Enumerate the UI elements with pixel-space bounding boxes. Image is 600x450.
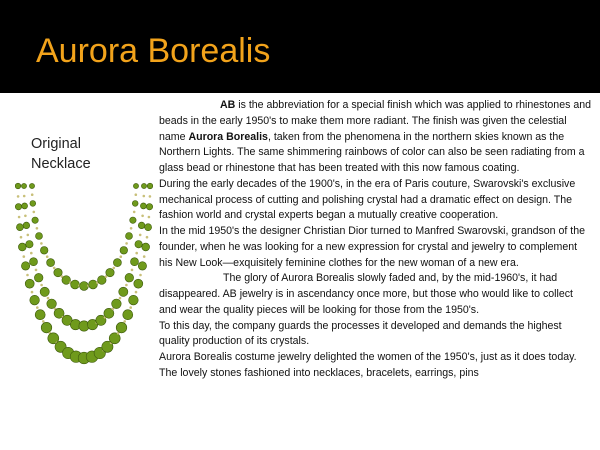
bead [18,243,26,251]
bead [109,333,120,344]
bead [106,268,114,276]
spacer-bead [26,274,29,277]
bead [32,217,38,223]
spacer-bead [33,211,36,214]
term-ab: AB [220,99,236,111]
spacer-bead [146,236,149,239]
bead [25,279,34,288]
article-body [159,98,593,382]
spacer-bead [30,252,33,255]
spacer-bead [27,234,30,237]
title-bar [0,0,600,93]
spacer-bead [53,267,56,270]
paragraph-glory: The glory of Aurora Borealis slowly faded and, by the mid-1960's, it had disappeared. AB jewelry is in ascendancy once more, but those who would like to collect and wear the quality pieces will be looking for those from the 1950's. [159,272,573,316]
bead [47,299,57,309]
spacer-bead [46,255,49,258]
bead [40,247,48,255]
spacer-bead [143,255,146,258]
spacer-bead [141,215,144,218]
bead [21,183,26,188]
bead [71,280,80,289]
spacer-bead [36,306,39,309]
bead [133,183,138,188]
bead [34,273,43,282]
bead [120,247,128,255]
bead [132,201,138,207]
paragraph-ab-definition: AB is the abbreviation for a special finish which was applied to rhinestones and beads in the early 1950's to make them more radiant. The finish was given the celestial name Aurora Borealis, taken from the phenomena in the northern skies known as the Northern Lights. The same shimmering rainbows of color can also be seen radiating from a glass bead or rhinestone that has been treated with this now famous coating. [159,99,591,174]
spacer-bead [135,193,138,196]
bead [89,280,98,289]
spacer-bead [35,269,38,272]
spacer-bead [47,297,50,300]
bead [142,243,150,251]
bead [35,310,45,320]
bead [21,262,29,270]
spacer-bead [139,274,142,277]
spacer-bead [40,242,43,245]
bead [22,203,28,209]
image-caption: Original Necklace [31,136,91,172]
spacer-bead [31,291,34,294]
spacer-bead [31,193,34,196]
bead [141,183,146,188]
bead [30,201,36,207]
spacer-bead [135,252,138,255]
spacer-bead [23,195,26,198]
bead [147,183,153,189]
spacer-bead [129,306,132,309]
bead [131,258,139,266]
spacer-bead [23,255,26,258]
paragraph-dior: In the mid 1950's the designer Christian Dior turned to Manfred Swarovski, grandson of the founder, when he was looking for a new expression for crystal and jewelry to complement his New Look—exquisitely feminine clothes for the new woman of a new era. [159,225,586,269]
spacer-bead [42,320,45,323]
spacer-bead [130,227,133,230]
spacer-bead [131,269,134,272]
bead [119,287,128,296]
spacer-bead [139,234,142,237]
slide-title: Aurora Borealis [36,32,271,70]
bead [116,322,127,333]
bead [30,258,38,266]
paragraph-processes: To this day, the company guards the processes it developed and demands the highest quality production of its crystals. [159,319,562,348]
bead [125,273,134,282]
bead [29,183,34,188]
necklace-image [15,176,153,368]
bead [26,241,33,248]
bead [15,204,21,210]
bead [130,217,136,223]
spacer-bead [133,211,136,214]
bead [138,222,145,229]
bead [145,224,152,231]
spacer-bead [125,284,128,287]
bead [40,287,49,296]
spacer-bead [148,216,151,219]
spacer-bead [149,195,152,198]
bead [30,295,40,305]
bead [138,262,146,270]
necklace-illustration [15,176,153,368]
spacer-bead [120,255,123,258]
spacer-bead [113,267,116,270]
bead [80,282,89,291]
spacer-bead [24,215,27,218]
spacer-bead [17,195,20,198]
bead [146,204,152,210]
bead [129,295,139,305]
bead [113,259,121,267]
spacer-bead [40,284,43,287]
term-aurora-borealis: Aurora Borealis [188,130,268,143]
spacer-bead [123,320,126,323]
bead [140,203,146,209]
spacer-bead [18,216,21,219]
bead [47,259,55,267]
bead [41,322,52,333]
bead [36,233,43,240]
bead [135,241,142,248]
spacer-bead [36,227,39,230]
bead [15,183,21,189]
bead [134,279,143,288]
bead [112,299,122,309]
bead [23,222,30,229]
bead [16,224,23,231]
paragraph-paris-couture: During the early decades of the 1900's, in the era of Paris couture, Swarovski's exclusive mechanical process of cutting and polishing crystal had a dramatic effect on design. The fashion world and crystal experts began a mutually creative cooperation. [159,177,576,222]
bead [126,233,133,240]
bead [123,310,133,320]
spacer-bead [135,291,138,294]
spacer-bead [143,195,146,198]
bead [54,268,62,276]
spacer-bead [20,236,23,239]
spacer-bead [119,297,122,300]
spacer-bead [125,242,128,245]
bead [62,276,71,285]
paragraph-costume-jewelry: Aurora Borealis costume jewelry delighted the women of the 1950's, just as it does today. The lovely stones fashioned into necklaces, bracelets, earrings, pins [159,351,577,379]
